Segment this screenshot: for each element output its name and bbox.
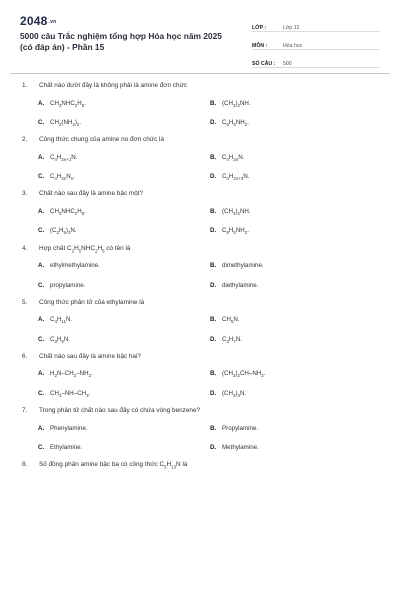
option-letter: C. [38,444,45,452]
answer-option[interactable] [210,315,380,324]
meta-row-class [252,15,380,32]
option-text: Ethylamine. [50,444,83,452]
meta-label: SỐ CÂU : [252,61,276,67]
question-number: 1. [22,82,28,89]
answer-option[interactable] [38,99,210,108]
meta-row-count [252,51,380,68]
option-letter: A. [38,370,45,378]
page-header [0,0,400,70]
answer-options [0,153,400,181]
question-number: 4. [22,244,28,252]
question-item [0,298,400,344]
answer-options [0,99,400,127]
option-letter: A. [38,207,45,215]
option-letter: C. [38,335,45,343]
question-text: Công thức phân tử của ethylamine là [39,298,145,306]
option-letter: C. [38,389,45,397]
answer-option[interactable] [210,261,380,270]
option-letter: B. [210,262,217,270]
question-text: Chất nào sau đây là amine bậc một? [39,190,144,198]
question-text: Chất nào dưới đây là không phải là amine đơn chức [39,82,188,89]
option-text: Methylamine. [222,444,259,452]
question-number: 5. [22,298,28,306]
option-letter: B. [210,424,217,432]
option-text: ethylmethylamine. [50,262,100,270]
option-text: $C_6H_5NH_2$. [222,118,249,128]
option-letter: D. [210,173,217,181]
meta-label: LỚP : [252,25,267,31]
answer-option[interactable] [210,443,380,452]
site-logo[interactable] [20,14,56,28]
option-text: $C_4H_{11}N$. [50,316,73,325]
question-stem [0,352,400,361]
question-number: 3. [22,190,28,198]
meta-label: MÔN : [252,43,268,49]
question-text: Chất nào sau đây là amine bậc hai? [39,352,141,360]
answer-option[interactable] [210,118,380,127]
question-text: Số đồng phân amine bậc ba có công thức $C_5H_{13}N$ là [39,461,188,470]
option-letter: B. [210,153,217,161]
answer-option[interactable] [38,369,210,378]
option-letter: A. [38,99,45,107]
option-text: $CH_2(NH_2)_2$. [50,118,82,128]
answer-option[interactable] [38,335,210,344]
answer-options [0,369,400,397]
answer-option[interactable] [38,153,210,162]
answer-options [0,207,400,235]
option-text: $C_3H_9N$. [50,335,71,344]
answer-option[interactable] [38,261,210,270]
option-text: $(CH_3)_3N$. [222,389,247,399]
option-letter: B. [210,316,217,324]
header-divider [10,73,390,74]
question-stem [0,460,400,469]
answer-option[interactable] [38,443,210,452]
logo-text: 2048 [20,14,48,28]
option-letter: C. [38,281,45,289]
option-letter: D. [210,389,217,397]
option-letter: D. [210,118,217,126]
answer-options [0,424,400,452]
answer-option[interactable] [210,172,380,181]
option-text: $H_2N-CH_2-NH_2$. [50,370,93,379]
answer-option[interactable] [210,389,380,398]
question-number: 7. [22,407,28,415]
answer-option[interactable] [210,281,380,290]
option-letter: A. [38,262,45,270]
option-letter: B. [210,207,217,215]
option-text: propylamine. [50,281,86,289]
question-stem [0,189,400,198]
option-text: $C_nH_{2n}N_n$. [50,173,75,182]
meta-value: 500 [283,61,292,67]
option-text: $C_nH_{2n+3}N$. [222,173,250,182]
answer-option[interactable] [210,207,380,216]
meta-value: Lớp 12 [283,25,300,31]
option-text: $(CH_3)_2NH$. [222,99,251,108]
answer-option[interactable] [38,424,210,433]
question-item [0,135,400,181]
answer-option[interactable] [38,207,210,216]
option-text: Propylamine. [222,424,259,432]
question-item [0,352,400,398]
option-text: diethylamine. [222,281,259,289]
question-stem [0,244,400,253]
answer-option[interactable] [38,389,210,398]
answer-option[interactable] [210,226,380,235]
question-item [0,460,400,469]
option-text: Phenylamine. [50,424,88,432]
option-text: $CH_3-NH-CH_3$. [50,389,91,399]
question-stem [0,298,400,307]
option-letter: C. [38,118,45,126]
question-number: 6. [22,352,28,360]
option-text: $C_2H_7N$. [222,335,243,344]
option-text: $C_nH_{2n+1}N$. [50,153,78,162]
question-text: Công thức chung của amine no đơn chức là [39,136,165,144]
option-letter: D. [210,335,217,343]
meta-panel [252,15,380,69]
option-text: $CH_5N$. [222,316,240,325]
question-text: Hợp chất $C_2H_5NHC_2H_5$ có tên là [39,244,131,253]
option-text: $(C_2H_5)_3N$. [50,227,77,236]
option-letter: A. [38,153,45,161]
answer-option[interactable] [210,424,380,433]
option-letter: A. [38,424,45,432]
question-list [0,81,400,477]
option-text: $C_nH_{2n}N$. [222,153,245,162]
question-text: Trong phân tử chất nào sau đây có chứa vòng benzene? [39,407,201,415]
option-text: $CH_3NHC_2H_5$. [50,99,86,108]
option-letter: B. [210,99,217,107]
question-item [0,244,400,290]
answer-option[interactable] [38,226,210,235]
page-title: 5000 câu Trắc nghiệm tổng hợp Hóa học năm 2025 (có đáp án) - Phần 15 [20,31,222,52]
meta-row-subject [252,33,380,50]
answer-option[interactable] [210,369,380,378]
answer-option[interactable] [210,99,380,108]
answer-option[interactable] [210,335,380,344]
option-text: $C_6H_5NH_2$. [222,227,249,236]
answer-option[interactable] [210,153,380,162]
question-item [0,189,400,235]
option-letter: D. [210,227,217,235]
question-stem [0,406,400,415]
answer-option[interactable] [38,281,210,290]
option-letter: C. [38,173,45,181]
question-stem [0,135,400,144]
question-item [0,81,400,127]
question-number: 8. [22,461,28,469]
option-text: dimethylamine. [222,262,264,270]
question-item [0,406,400,452]
answer-option[interactable] [38,315,210,324]
answer-options [0,261,400,289]
meta-value: Hóa học [283,43,303,49]
question-number: 2. [22,136,28,144]
answer-option[interactable] [38,172,210,181]
option-text: $(CH_3)_2NH$. [222,207,251,217]
option-text: $(CH_3)_2CH-NH_2$. [222,370,266,379]
answer-options [0,315,400,343]
option-text: $CH_3NHC_2H_5$. [50,207,86,217]
option-letter: D. [210,444,217,452]
option-letter: C. [38,227,45,235]
option-letter: D. [210,281,217,289]
answer-option[interactable] [38,118,210,127]
logo-suffix: .vn [48,18,57,25]
option-letter: A. [38,316,45,324]
question-stem [0,81,400,90]
option-letter: B. [210,370,217,378]
